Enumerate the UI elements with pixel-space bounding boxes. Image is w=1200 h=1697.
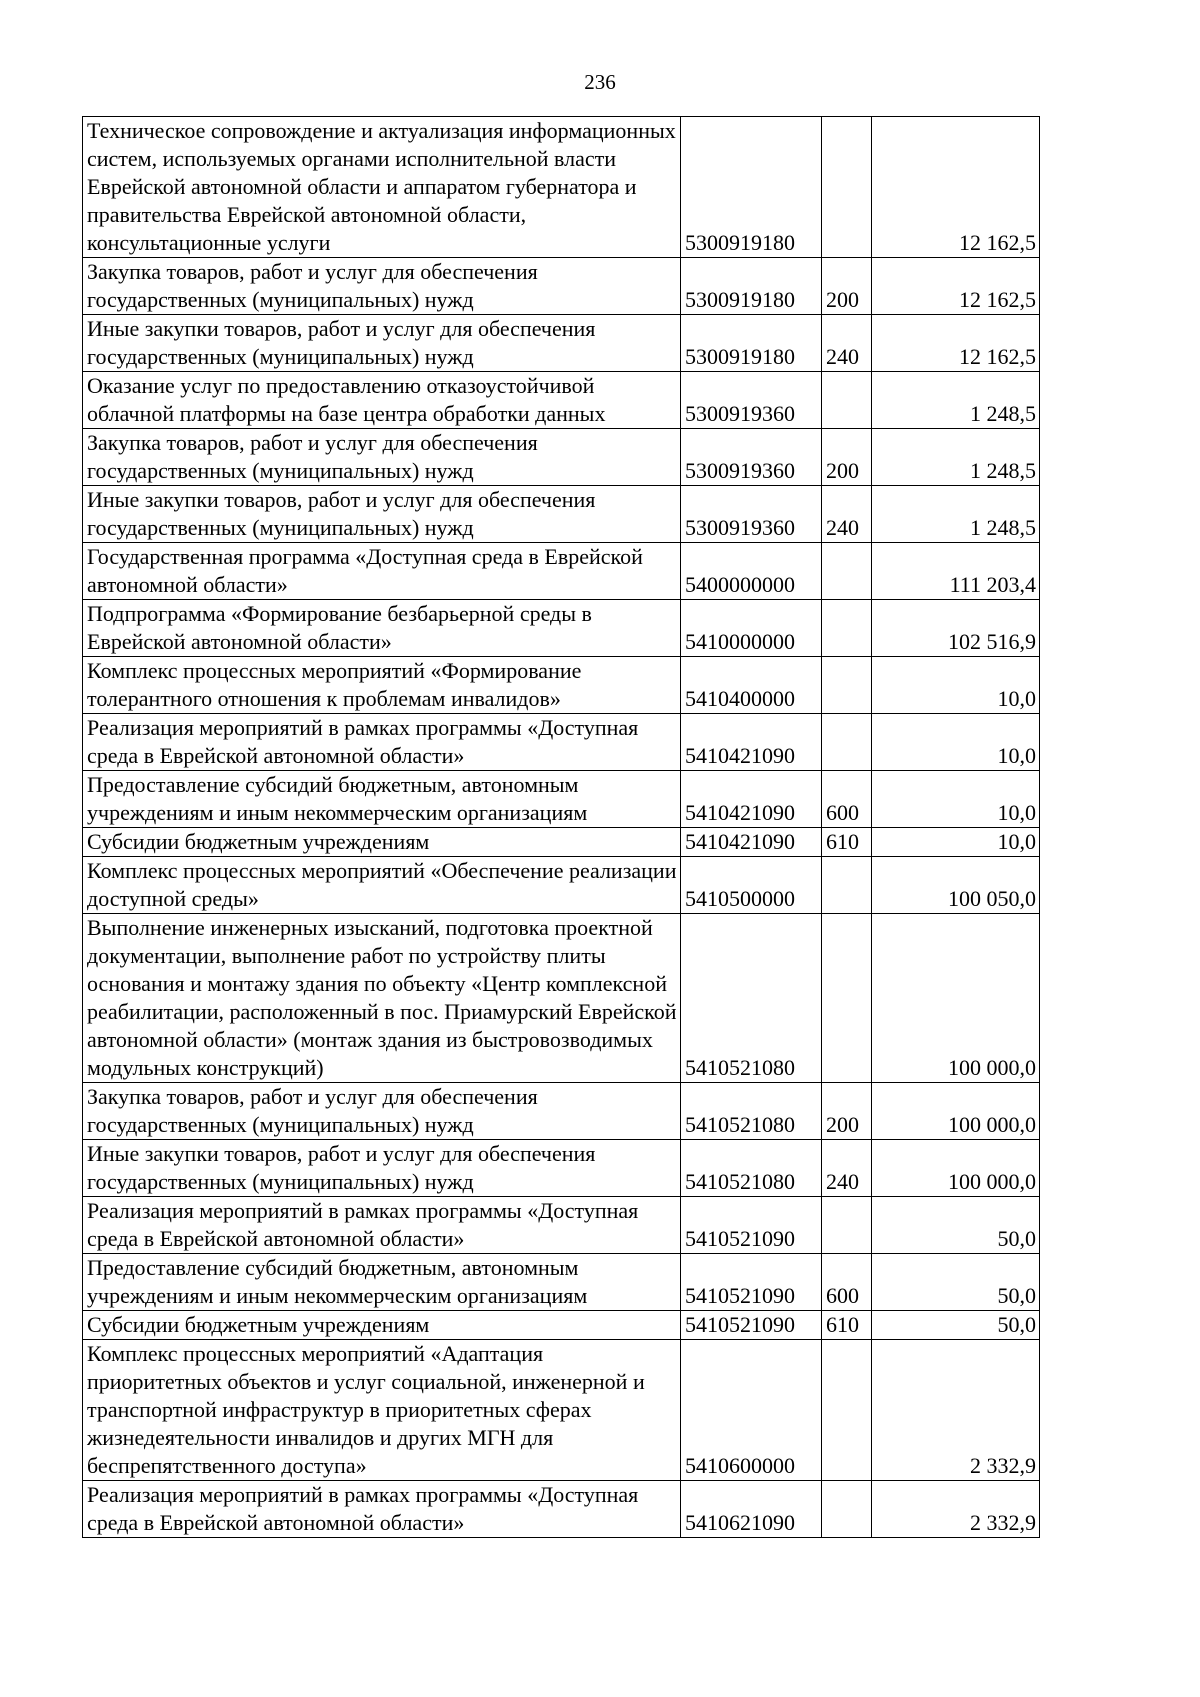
row-amount-cell: 2 332,9: [872, 1481, 1040, 1538]
row-amount-cell: 12 162,5: [872, 315, 1040, 372]
table-row: [83, 1481, 1040, 1538]
row-name-cell: Комплекс процессных мероприятий «Адаптация приоритетных объектов и услуг социальной, инженерной и транспортной инфраструктур в приоритетных сферах жизнедеятельности инвалидов и других МГН для беспрепятственного доступа»: [83, 1340, 681, 1481]
table-row: [83, 1197, 1040, 1254]
row-code-cell: 5300919180: [681, 117, 822, 258]
row-code-cell: 5410421090: [681, 714, 822, 771]
row-code-cell: 5300919180: [681, 315, 822, 372]
table-row: [83, 714, 1040, 771]
row-amount-cell: 100 050,0: [872, 857, 1040, 914]
row-name-cell: Техническое сопровождение и актуализация информационных систем, используемых органами исполнительной власти Еврейской автономной области и аппаратом губернатора и правительства Еврейской автономной области, консультационные услуги: [83, 117, 681, 258]
row-code-cell: 5300919360: [681, 486, 822, 543]
row-expense-type-cell: 200: [822, 1083, 872, 1140]
row-code-cell: 5410521080: [681, 914, 822, 1083]
table-row: [83, 857, 1040, 914]
row-expense-type-cell: [822, 543, 872, 600]
row-amount-cell: 50,0: [872, 1197, 1040, 1254]
row-code-cell: 5400000000: [681, 543, 822, 600]
row-amount-cell: 10,0: [872, 657, 1040, 714]
row-amount-cell: 50,0: [872, 1311, 1040, 1340]
row-code-cell: 5410400000: [681, 657, 822, 714]
row-amount-cell: 1 248,5: [872, 372, 1040, 429]
row-expense-type-cell: [822, 1481, 872, 1538]
row-code-cell: 5300919360: [681, 429, 822, 486]
row-amount-cell: 100 000,0: [872, 1140, 1040, 1197]
row-name-cell: Реализация мероприятий в рамках программы «Доступная среда в Еврейской автономной области»: [83, 714, 681, 771]
row-expense-type-cell: 610: [822, 828, 872, 857]
table-row: [83, 372, 1040, 429]
row-expense-type-cell: [822, 372, 872, 429]
table-row: [83, 828, 1040, 857]
row-expense-type-cell: 240: [822, 315, 872, 372]
row-amount-cell: 12 162,5: [872, 117, 1040, 258]
table-row: [83, 315, 1040, 372]
row-amount-cell: 1 248,5: [872, 429, 1040, 486]
row-expense-type-cell: 200: [822, 258, 872, 315]
row-amount-cell: 102 516,9: [872, 600, 1040, 657]
row-amount-cell: 10,0: [872, 714, 1040, 771]
row-name-cell: Закупка товаров, работ и услуг для обеспечения государственных (муниципальных) нужд: [83, 429, 681, 486]
row-code-cell: 5410521090: [681, 1254, 822, 1311]
row-name-cell: Иные закупки товаров, работ и услуг для обеспечения государственных (муниципальных) нужд: [83, 1140, 681, 1197]
table-row: [83, 914, 1040, 1083]
row-name-cell: Реализация мероприятий в рамках программы «Доступная среда в Еврейской автономной области»: [83, 1481, 681, 1538]
row-name-cell: Оказание услуг по предоставлению отказоустойчивой облачной платформы на базе центра обработки данных: [83, 372, 681, 429]
budget-table-body: [83, 117, 1040, 1538]
row-expense-type-cell: 240: [822, 1140, 872, 1197]
row-expense-type-cell: [822, 657, 872, 714]
row-expense-type-cell: [822, 1340, 872, 1481]
row-amount-cell: 111 203,4: [872, 543, 1040, 600]
row-name-cell: Выполнение инженерных изысканий, подготовка проектной документации, выполнение работ по устройству плиты основания и монтажу здания по объекту «Центр комплексной реабилитации, расположенный в пос. Приамурский Еврейской автономной области» (монтаж здания из быстровозводимых модульных конструкций): [83, 914, 681, 1083]
row-expense-type-cell: [822, 857, 872, 914]
table-row: [83, 1311, 1040, 1340]
row-expense-type-cell: 200: [822, 429, 872, 486]
row-code-cell: 5410521090: [681, 1197, 822, 1254]
row-name-cell: Субсидии бюджетным учреждениям: [83, 828, 681, 857]
table-row: [83, 1140, 1040, 1197]
row-amount-cell: 10,0: [872, 771, 1040, 828]
table-row: [83, 600, 1040, 657]
row-code-cell: 5410600000: [681, 1340, 822, 1481]
row-code-cell: 5300919360: [681, 372, 822, 429]
page-number: 236: [584, 70, 616, 94]
row-code-cell: 5410521080: [681, 1140, 822, 1197]
row-amount-cell: 100 000,0: [872, 1083, 1040, 1140]
row-code-cell: 5410621090: [681, 1481, 822, 1538]
row-expense-type-cell: [822, 1197, 872, 1254]
row-name-cell: Предоставление субсидий бюджетным, автономным учреждениям и иным некоммерческим организациям: [83, 771, 681, 828]
row-code-cell: 5410500000: [681, 857, 822, 914]
row-expense-type-cell: 610: [822, 1311, 872, 1340]
table-row: [83, 117, 1040, 258]
row-expense-type-cell: [822, 714, 872, 771]
row-amount-cell: 50,0: [872, 1254, 1040, 1311]
row-name-cell: Предоставление субсидий бюджетным, автономным учреждениям и иным некоммерческим организациям: [83, 1254, 681, 1311]
table-row: [83, 429, 1040, 486]
table-row: [83, 486, 1040, 543]
row-code-cell: 5410521080: [681, 1083, 822, 1140]
table-row: [83, 771, 1040, 828]
row-name-cell: Закупка товаров, работ и услуг для обеспечения государственных (муниципальных) нужд: [83, 258, 681, 315]
row-amount-cell: 2 332,9: [872, 1340, 1040, 1481]
row-name-cell: Подпрограмма «Формирование безбарьерной среды в Еврейской автономной области»: [83, 600, 681, 657]
table-row: [83, 258, 1040, 315]
row-name-cell: Государственная программа «Доступная среда в Еврейской автономной области»: [83, 543, 681, 600]
row-name-cell: Закупка товаров, работ и услуг для обеспечения государственных (муниципальных) нужд: [83, 1083, 681, 1140]
table-row: [83, 657, 1040, 714]
row-expense-type-cell: 240: [822, 486, 872, 543]
table-row: [83, 543, 1040, 600]
row-expense-type-cell: [822, 600, 872, 657]
row-expense-type-cell: [822, 914, 872, 1083]
table-row: [83, 1340, 1040, 1481]
row-name-cell: Комплекс процессных мероприятий «Обеспечение реализации доступной среды»: [83, 857, 681, 914]
row-code-cell: 5410421090: [681, 771, 822, 828]
row-amount-cell: 10,0: [872, 828, 1040, 857]
row-code-cell: 5410000000: [681, 600, 822, 657]
row-expense-type-cell: 600: [822, 771, 872, 828]
row-name-cell: Иные закупки товаров, работ и услуг для обеспечения государственных (муниципальных) нужд: [83, 315, 681, 372]
row-expense-type-cell: 600: [822, 1254, 872, 1311]
row-amount-cell: 100 000,0: [872, 914, 1040, 1083]
row-code-cell: 5410521090: [681, 1311, 822, 1340]
table-row: [83, 1083, 1040, 1140]
table-row: [83, 1254, 1040, 1311]
row-amount-cell: 1 248,5: [872, 486, 1040, 543]
row-code-cell: 5300919180: [681, 258, 822, 315]
row-code-cell: 5410421090: [681, 828, 822, 857]
row-name-cell: Иные закупки товаров, работ и услуг для обеспечения государственных (муниципальных) нужд: [83, 486, 681, 543]
row-name-cell: Реализация мероприятий в рамках программы «Доступная среда в Еврейской автономной области»: [83, 1197, 681, 1254]
row-amount-cell: 12 162,5: [872, 258, 1040, 315]
row-name-cell: Субсидии бюджетным учреждениям: [83, 1311, 681, 1340]
row-name-cell: Комплекс процессных мероприятий «Формирование толерантного отношения к проблемам инвалидов»: [83, 657, 681, 714]
row-expense-type-cell: [822, 117, 872, 258]
budget-table: [82, 116, 1040, 1538]
